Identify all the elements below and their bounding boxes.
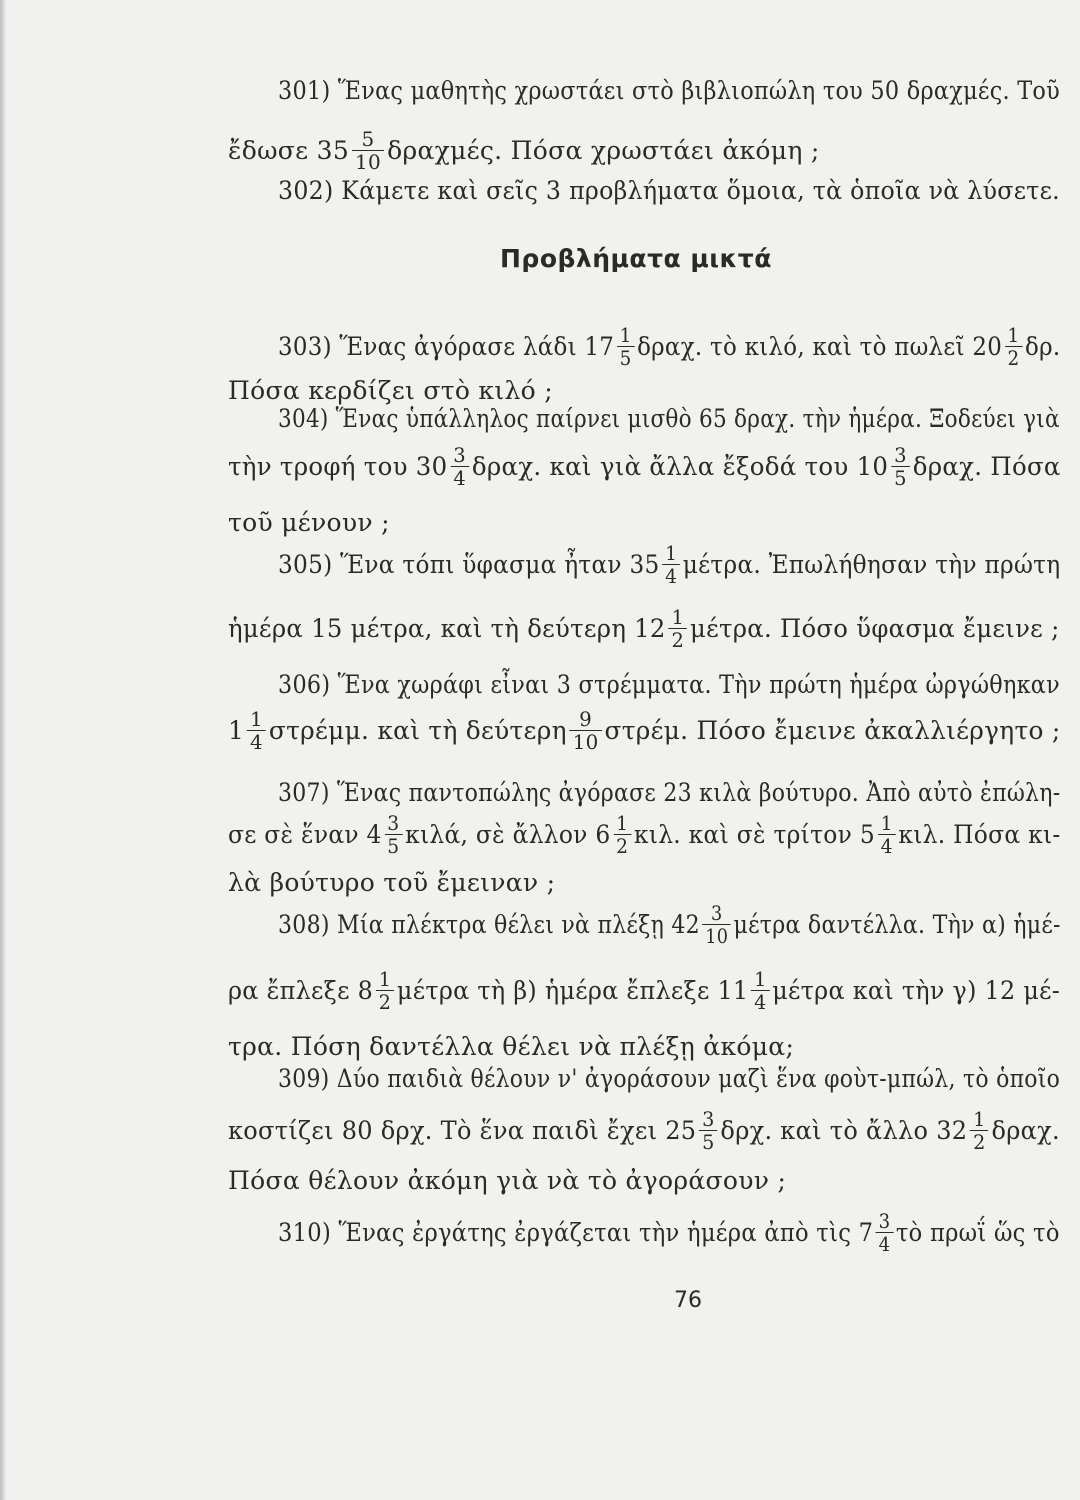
fraction (891, 444, 910, 489)
text: δραχ. Πόσα (912, 452, 1061, 481)
text: μέτρα. Πόσο ὕφασμα ἔμεινε ; (690, 614, 1060, 643)
fraction (617, 324, 634, 369)
fraction (1005, 324, 1022, 369)
fraction-numerator: 1 (662, 542, 680, 565)
fraction-denominator: 4 (665, 564, 678, 588)
fraction (703, 902, 731, 947)
problem-306-line-2 (228, 707, 1061, 755)
fraction-numerator: 9 (570, 708, 602, 731)
text: δραχμές. Πόσα χρωστάει ἀκόμη ; (387, 136, 820, 165)
fraction-numerator: 1 (613, 812, 631, 835)
fraction (878, 812, 896, 857)
text: μέτρα. Ἐπωλήθησαν τὴν πρώτη (682, 550, 1061, 579)
problem-308-line-2 (228, 967, 1061, 1015)
fraction-numerator: 1 (1005, 324, 1022, 347)
fraction-denominator: 2 (616, 834, 629, 858)
page-spine-shadow (0, 0, 6, 1500)
text: 302) Κάμετε καὶ σεῖς 3 προβλήματα ὅμοια, τὰ ὁποῖα νὰ λύσετε. (278, 176, 1060, 205)
problem-302-line-1 (278, 176, 1060, 206)
text: 305) Ἕνα τόπι ὕφασμα ἦταν 35 (278, 550, 660, 579)
text: 303) Ἕνας ἀγόρασε λάδι 17 (278, 332, 615, 361)
fraction-denominator: 4 (754, 990, 767, 1014)
problem-310-line-1 (278, 1209, 1060, 1257)
text: στρέμμ. καὶ τὴ δεύτερη (268, 716, 567, 745)
text: 309) Δύο παιδιὰ θέλουν ν' ἀγοράσουν μαζὶ ἕνα φοὺτ-μπώλ, τὸ ὁποῖο (278, 1064, 1061, 1093)
fraction-numerator: 3 (450, 444, 469, 467)
text: 310) Ἕνας ἐργάτης ἐργάζεται τὴν ἡμέρα ἀπὸ τὶς 7 (278, 1218, 874, 1247)
fraction-denominator: 2 (1007, 346, 1020, 370)
fraction-denominator: 10 (355, 150, 382, 174)
text: Πόσα θέλουν ἀκόμη γιὰ νὰ τὸ ἀγοράσουν ; (228, 1166, 787, 1195)
fraction-denominator: 2 (378, 990, 392, 1014)
fraction-denominator: 4 (878, 1232, 891, 1256)
fraction (699, 1108, 717, 1153)
problem-309-line-1 (278, 1064, 1060, 1094)
text: ἔδωσε 35 (228, 136, 350, 165)
problem-308-line-3 (228, 1032, 794, 1062)
fraction-denominator: 4 (453, 466, 467, 490)
fraction (570, 708, 602, 753)
text: δραχ. καὶ γιὰ ἄλλα ἔξοδά του 10 (471, 452, 889, 481)
text: σε σὲ ἕναν 4 (228, 820, 382, 849)
problem-309-line-2 (228, 1107, 1060, 1155)
fraction (613, 812, 631, 857)
fraction (876, 1210, 893, 1255)
problem-301-line-1 (278, 76, 1060, 106)
text: 301) Ἕνας μαθητὴς χρωστάει στὸ βιβλιοπώλη του 50 δραχμές. Τοῦ (278, 76, 1060, 105)
text: 1 (228, 716, 245, 745)
problem-307-line-3 (228, 868, 555, 898)
fraction (384, 812, 402, 857)
text: ρα ἔπλεξε 8 (228, 976, 374, 1005)
fraction (450, 444, 469, 489)
problem-304-line-1 (278, 404, 1060, 434)
text: κιλ. Πόσα κι- (898, 820, 1061, 849)
problem-309-line-3 (228, 1166, 786, 1196)
text: κιλ. καὶ σὲ τρίτον 5 (633, 820, 875, 849)
text: μέτρα τὴ β) ἡμέρα ἔπλεξε 11 (396, 976, 749, 1005)
fraction-denominator: 2 (671, 628, 685, 652)
text: δραχ. τὸ κιλό, καὶ τὸ πωλεῖ 20 (637, 332, 1003, 361)
text: τὸ πρωΐ ὥς τὸ (895, 1218, 1060, 1247)
problem-305-line-2 (228, 605, 1060, 653)
text: στρέμ. Πόσο ἔμεινε ἀκαλλιέργητο ; (604, 716, 1061, 745)
fraction-denominator: 10 (705, 924, 729, 948)
fraction-denominator: 5 (702, 1130, 715, 1154)
problem-303-line-2 (228, 376, 553, 406)
fraction-denominator: 2 (973, 1130, 986, 1154)
fraction (751, 968, 769, 1013)
section-heading: Προβλήματα μικτά (500, 244, 772, 273)
problem-303-line-1 (278, 323, 1061, 371)
problem-301-line-2 (228, 127, 820, 175)
text: μέτρα δαντέλλα. Τὴν α) ἡμέ- (733, 910, 1061, 939)
fraction-numerator: 1 (751, 968, 769, 991)
fraction-numerator: 5 (352, 128, 384, 151)
text: τοῦ μένουν ; (228, 508, 390, 537)
fraction-numerator: 1 (970, 1108, 988, 1131)
text: 307) Ἕνας παντοπώλης ἀγόρασε 23 κιλὰ βούτυρο. Ἀπὸ αὐτὸ ἐπώλη- (278, 778, 1061, 807)
fraction (662, 542, 680, 587)
fraction-denominator: 4 (880, 834, 893, 858)
text: δραχ. (991, 1116, 1060, 1145)
fraction (970, 1108, 988, 1153)
fraction (376, 968, 394, 1013)
text: δρ. (1025, 332, 1061, 361)
fraction-numerator: 1 (617, 324, 634, 347)
fraction (669, 606, 687, 651)
page-number: 76 (674, 1288, 702, 1313)
fraction-numerator: 1 (669, 606, 687, 629)
text: μέτρα καὶ τὴν γ) 12 μέ- (772, 976, 1061, 1005)
fraction-denominator: 5 (894, 466, 907, 490)
text: τρα. Πόση δαντέλλα θέλει νὰ πλέξῃ ἀκόμα; (228, 1032, 795, 1061)
problem-304-line-2 (228, 443, 1061, 491)
problem-306-line-1 (278, 670, 1060, 700)
fraction-numerator: 3 (384, 812, 402, 835)
fraction-denominator: 5 (619, 346, 632, 370)
problem-308-line-1 (278, 901, 1061, 949)
fraction-numerator: 3 (699, 1108, 717, 1131)
text: Πόσα κερδίζει στὸ κιλό ; (228, 376, 553, 405)
fraction-numerator: 1 (247, 708, 266, 731)
fraction-numerator: 3 (876, 1210, 893, 1233)
problem-307-line-2 (228, 811, 1061, 859)
fraction (247, 708, 266, 753)
fraction-denominator: 4 (250, 730, 263, 754)
text: λὰ βούτυρο τοῦ ἔμειναν ; (228, 868, 556, 897)
text: κοστίζει 80 δρχ. Τὸ ἕνα παιδὶ ἔχει 25 (228, 1116, 697, 1145)
fraction (352, 128, 384, 173)
fraction-denominator: 10 (572, 730, 599, 754)
problem-305-line-1 (278, 541, 1061, 589)
fraction-numerator: 1 (376, 968, 394, 991)
text: 304) Ἕνας ὑπάλληλος παίρνει μισθὸ 65 δραχ. τὴν ἡμέρα. Ξοδεύει γιὰ (278, 404, 1060, 433)
text: δρχ. καὶ τὸ ἄλλο 32 (720, 1116, 968, 1145)
fraction-numerator: 3 (703, 902, 731, 925)
fraction-denominator: 5 (387, 834, 400, 858)
problem-307-line-1 (278, 778, 1060, 808)
text: 308) Μία πλέκτρα θέλει νὰ πλέξῃ 42 (278, 910, 700, 939)
text: κιλά, σὲ ἄλλον 6 (405, 820, 611, 849)
text: τὴν τροφή του 30 (228, 452, 448, 481)
problem-304-line-3 (228, 508, 390, 538)
text: ἡμέρα 15 μέτρα, καὶ τὴ δεύτερη 12 (228, 614, 666, 643)
fraction-numerator: 1 (878, 812, 896, 835)
text: 306) Ἕνα χωράφι εἶναι 3 στρέμματα. Τὴν πρώτη ἡμέρα ὠργώθηκαν (278, 670, 1060, 699)
fraction-numerator: 3 (891, 444, 910, 467)
